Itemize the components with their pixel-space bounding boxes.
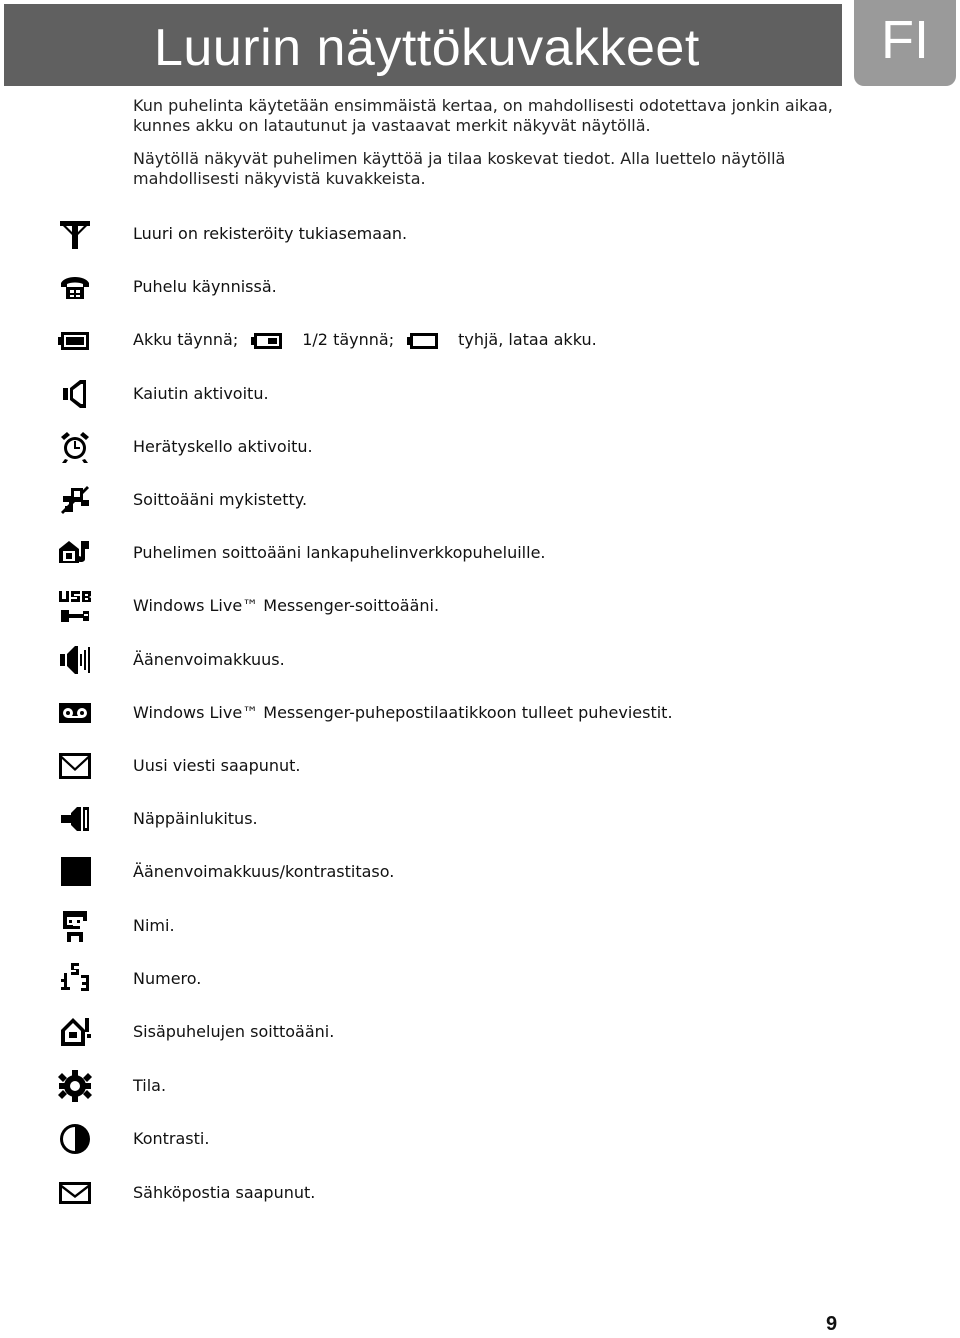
landline-ringer-icon [57,535,93,571]
battery-empty-label: tyhjä, lataa akku. [458,330,597,349]
icon-description: Näppäinlukitus. [133,809,258,828]
icon-row-level [0,854,960,894]
icon-row-alarm [0,429,960,469]
icon-row-name [0,908,960,948]
battery-full-icon [57,322,93,358]
name-icon [57,908,93,944]
language-tab [854,0,956,86]
icon-row-status [0,1068,960,1108]
battery-full-label: Akku täynnä; [133,330,239,349]
icon-row-intercom [0,1014,960,1054]
email-icon [57,1175,93,1211]
icon-description: Puhelimen soittoääni lankapuhelinverkkopuheluille. [133,543,546,562]
battery-empty-icon [406,331,440,351]
icon-description: Kaiutin aktivoitu. [133,384,269,403]
icon-description: Puhelu käynnissä. [133,277,277,296]
battery-description [133,330,597,351]
volume-icon [57,642,93,678]
icon-description: Luuri on rekisteröity tukiasemaan. [133,224,408,243]
icon-description: Sisäpuhelujen soittoääni. [133,1022,335,1041]
icon-description: Windows Live™ Messenger-soittoääni. [133,596,440,615]
icon-row-voicemail [0,695,960,735]
icon-row-number [0,961,960,1001]
icon-row-new-message [0,748,960,788]
envelope-icon [57,748,93,784]
status-gear-icon [57,1068,93,1104]
page-number: 9 [826,1313,838,1335]
battery-half-icon [250,331,284,351]
icon-row-call [0,269,960,309]
usb-icon [57,588,93,624]
contrast-icon [57,1121,93,1157]
icon-row-keylock [0,801,960,841]
icon-description: Sähköpostia saapunut. [133,1183,316,1202]
icon-row-email [0,1175,960,1215]
keylock-icon [57,801,93,837]
speaker-icon [57,376,93,412]
icon-description: Herätyskello aktivoitu. [133,437,313,456]
icon-description: Tila. [133,1076,167,1095]
icon-description: Uusi viesti saapunut. [133,756,301,775]
icon-row-battery [0,322,960,362]
alarm-clock-icon [57,429,93,465]
icon-description: Numero. [133,969,202,988]
intro-paragraph-2: Näytöllä näkyvät puhelimen käyttöä ja tilaa koskevat tiedot. Alla luettelo näytöllä mahdollisesti näkyvistä kuvakkeista. [133,149,786,188]
icon-description: Äänenvoimakkuus/kontrastitaso. [133,862,395,881]
icon-description: Soittoääni mykistetty. [133,490,308,509]
page-title: Luurin näyttökuvakkeet [154,19,700,77]
call-in-progress-icon [57,269,93,305]
intro-paragraph-1: Kun puhelinta käytetään ensimmäistä kertaa, on mahdollisesti odotettava jonkin aikaa, kunnes akku on latautunut ja vastaavat merkit näkyvät näytöllä. [133,96,833,135]
icon-row-speaker [0,376,960,416]
icon-row-ringer-off [0,482,960,522]
icon-row-usb [0,588,960,628]
level-block-icon [57,854,93,890]
icon-description: Windows Live™ Messenger-puhepostilaatikkoon tulleet puheviestit. [133,703,673,722]
icon-description: Kontrasti. [133,1129,210,1148]
icon-row-antenna [0,216,960,256]
icon-row-contrast [0,1121,960,1161]
language-tab-label: FI [881,10,929,70]
antenna-icon [57,216,93,252]
icon-row-landline-ringer [0,535,960,575]
number-icon [57,961,93,997]
icon-description: Nimi. [133,916,175,935]
battery-half-label: 1/2 täynnä; [302,330,395,349]
voicemail-icon [57,695,93,731]
ringer-off-icon [57,482,93,518]
intercom-ringer-icon [57,1014,93,1050]
icon-description: Äänenvoimakkuus. [133,650,285,669]
icon-row-volume [0,642,960,682]
title-bar [4,4,842,86]
